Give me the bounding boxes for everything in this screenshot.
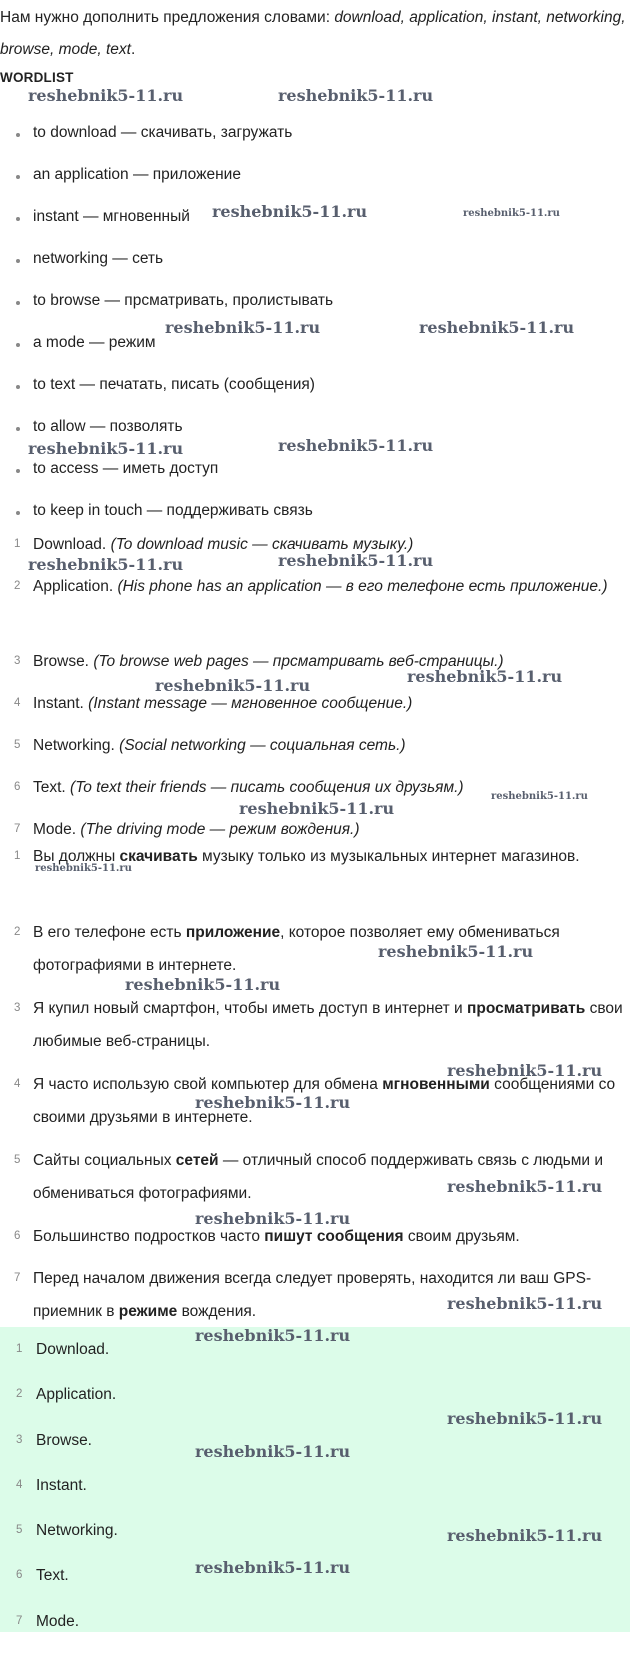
intro-text [0,2,628,66]
wordlist-item: to allow — позволять [0,406,632,448]
example-item [0,570,632,645]
watermark: reshebnik5-11.ru [28,555,184,574]
example-text: (To download music — скачивать музыку.) [110,536,414,553]
answer-item [0,1599,632,1644]
watermark: reshebnik5-11.ru [195,1558,351,1577]
translation-item [0,840,632,916]
intro-end: . [130,41,136,58]
examples-list [0,528,632,855]
answer-item [0,1553,632,1598]
intro-words: download, application, instant, networking, browse, mode, text [0,9,626,58]
intro-lead: Нам нужно дополнить предложения словами: [0,9,335,26]
watermark: reshebnik5-11.ru [28,439,184,458]
watermark: reshebnik5-11.ru [28,86,184,105]
translation-item [0,916,632,992]
example-word: Instant. [33,695,84,712]
translation-keyword: режиме [118,1303,178,1320]
translation-before: Сайты социальных [33,1152,176,1169]
answer-text: Browse. [36,1431,92,1449]
wordlist-item: to access — иметь доступ [0,448,632,490]
example-item [0,687,632,729]
item-number: 6 [14,781,21,793]
example-item [0,528,632,570]
answer-text: Instant. [36,1476,87,1494]
item-number: 5 [14,739,21,751]
answer-item [0,1327,632,1372]
translation-before: Я часто использую свой компьютер для обмена [33,1076,383,1093]
item-number: 5 [14,1154,21,1166]
watermark: reshebnik5-11.ru [165,318,321,337]
translation-keyword: скачивать [119,848,198,865]
watermark: reshebnik5-11.ru [378,942,534,961]
answer-item [0,1372,632,1417]
translation-after: , которое позволяет ему обмениваться фотографиями в интернете. [33,924,560,974]
watermark: reshebnik5-11.ru [419,318,575,337]
answer-text: Application. [36,1386,117,1404]
watermark: reshebnik5-11.ru [407,667,563,686]
wordlist-item: instant — мгновенный [0,196,632,238]
translation-item [0,1220,632,1262]
watermark: reshebnik5-11.ru [155,676,311,695]
watermark: reshebnik5-11.ru [447,1177,603,1196]
item-number: 7 [14,823,21,835]
example-word: Mode. [33,821,77,838]
example-word: Download. [33,536,107,553]
item-number: 3 [14,655,21,667]
example-item [0,645,632,687]
watermark: reshebnik5-11.ru [278,551,434,570]
item-number: 2 [16,1388,23,1401]
example-text: (His phone has an application — в его телефоне есть приложение.) [117,578,608,595]
item-number: 2 [14,580,21,592]
watermark: reshebnik5-11.ru [125,975,281,994]
example-text: (Instant message — мгновенное сообщение.) [88,695,413,712]
wordlist-item: an application — приложение [0,154,632,196]
translation-after: — отличный способ поддерживать связь с людьми и обмениваться фотографиями. [33,1152,603,1202]
example-text: (To browse web pages — прсматривать веб-страницы.) [93,653,504,670]
item-number: 1 [16,1343,23,1355]
answer-text: Networking. [36,1522,118,1540]
wordlist-item: to text — печатать, писать (сообщения) [0,364,632,406]
translation-before: Я купил новый смартфон, чтобы иметь доступ в интернет и [33,1000,468,1017]
example-word: Networking. [33,737,115,754]
watermark: reshebnik5-11.ru [195,1209,351,1228]
watermark: reshebnik5-11.ru [447,1294,603,1313]
item-number: 6 [16,1569,23,1582]
answer-text: Download. [36,1341,110,1358]
watermark: reshebnik5-11.ru [278,86,434,105]
wordlist [0,112,632,532]
watermark: reshebnik5-11.ru [212,202,368,221]
watermark: reshebnik5-11.ru [491,791,588,802]
watermark: reshebnik5-11.ru [35,863,132,874]
item-number: 1 [14,850,21,862]
translation-keyword: пишут сообщения [264,1228,404,1245]
item-number: 6 [14,1230,21,1242]
example-word: Application. [33,578,114,595]
translation-before: Перед началом движения всегда следует проверять, находится ли ваш GPS-приемник в [33,1270,592,1320]
example-item [0,771,632,813]
watermark: reshebnik5-11.ru [463,208,560,219]
watermark: reshebnik5-11.ru [195,1093,351,1112]
translations-list [0,840,632,1338]
translation-after: свои любимые веб-страницы. [33,1000,623,1050]
wordlist-item: networking — сеть [0,238,632,280]
watermark: reshebnik5-11.ru [278,436,434,455]
item-number: 1 [14,538,21,550]
translation-keyword: сетей [175,1152,219,1169]
example-item [0,729,632,771]
answer-item [0,1463,632,1508]
translation-after: сообщениями со своими друзьями в интернете. [33,1076,616,1126]
translation-keyword: мгновенными [382,1076,490,1093]
item-number: 4 [16,1478,23,1491]
wordlist-item: to download — скачивать, загружать [0,112,632,154]
answers-list [0,1327,632,1644]
item-number: 3 [16,1433,23,1446]
translation-before: Вы должны [33,848,120,865]
example-text: (To text their friends — писать сообщения их друзьям.) [70,779,464,796]
item-number: 4 [14,1078,21,1090]
wordlist-heading: WORDLIST [0,70,74,85]
watermark: reshebnik5-11.ru [447,1061,603,1080]
translation-before: Большинство подростков часто [33,1228,265,1245]
answers-box [0,1327,630,1632]
watermark: reshebnik5-11.ru [195,1326,351,1345]
answer-item [0,1418,632,1463]
example-text: (The driving mode — режим вождения.) [80,821,360,838]
item-number: 3 [14,1002,21,1014]
wordlist-item: to keep in touch — поддерживать связь [0,490,632,532]
translation-keyword: приложение [185,924,281,941]
translation-after: вождения. [177,1303,257,1320]
translation-before: В его телефоне есть [33,924,186,941]
watermark: reshebnik5-11.ru [195,1442,351,1461]
item-number: 4 [14,697,21,709]
answer-item [0,1508,632,1553]
watermark: reshebnik5-11.ru [447,1526,603,1545]
example-word: Browse. [33,653,89,670]
answer-text: Text. [36,1567,69,1585]
translation-item [0,1144,632,1220]
translation-after: своим друзьям. [403,1228,520,1245]
translation-item [0,992,632,1068]
translation-keyword: просматривать [467,1000,586,1017]
item-number: 7 [14,1272,21,1284]
translation-after: музыку только из музыкальных интернет магазинов. [197,848,580,865]
watermark: reshebnik5-11.ru [447,1409,603,1428]
item-number: 7 [16,1614,23,1627]
wordlist-item: a mode — режим [0,322,632,364]
example-text: (Social networking — социальная сеть.) [119,737,406,754]
item-number: 2 [14,926,21,938]
example-word: Text. [33,779,66,796]
item-number: 5 [16,1524,23,1537]
wordlist-item: to browse — прсматривать, пролистывать [0,280,632,322]
answer-text: Mode. [36,1612,80,1630]
watermark: reshebnik5-11.ru [239,799,395,818]
translation-item [0,1068,632,1144]
